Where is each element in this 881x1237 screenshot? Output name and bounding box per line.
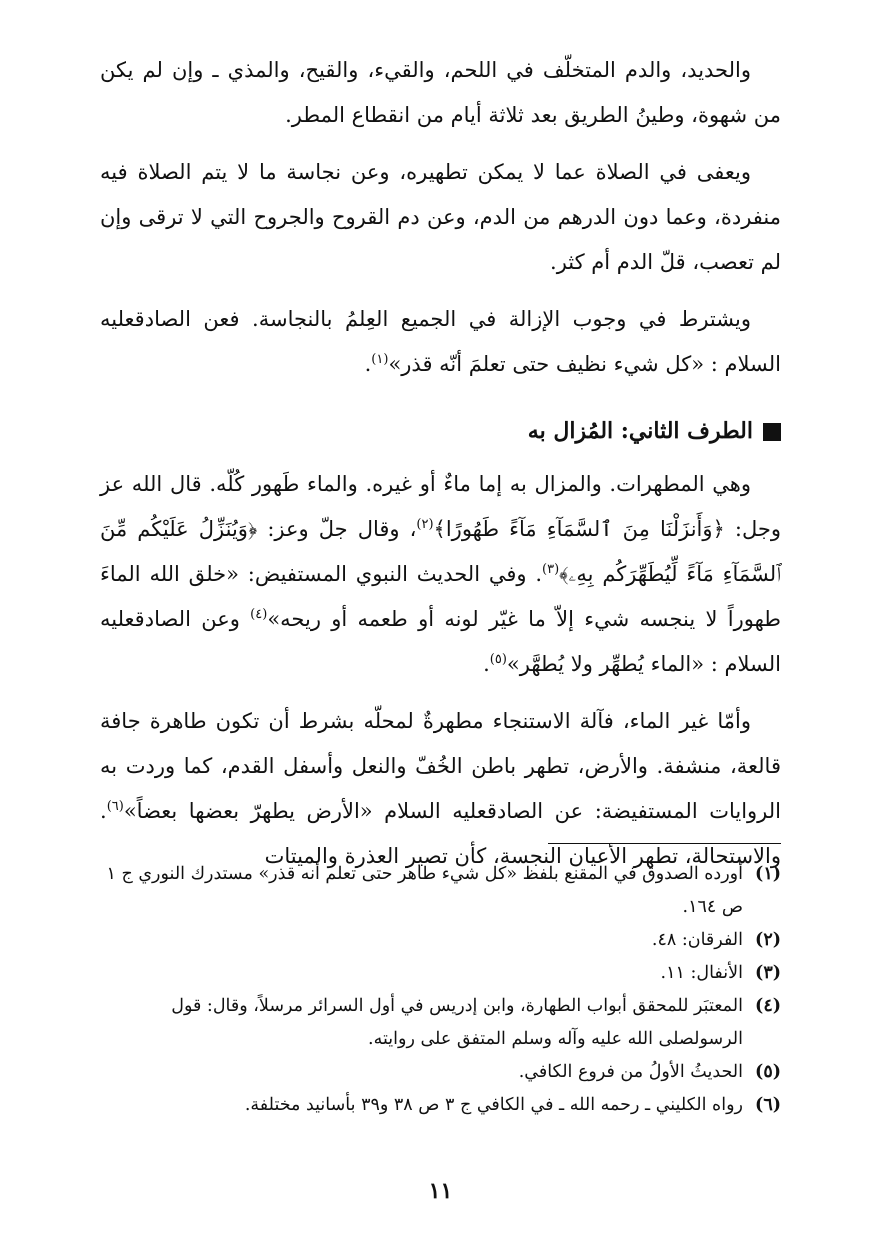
square-bullet-icon — [763, 423, 781, 441]
footnote-ref[interactable]: (٥) — [489, 652, 507, 667]
footnote-text: الحديثُ الأولُ من فروع الكافي. — [518, 1062, 743, 1082]
footnote-item — [100, 858, 781, 924]
footnote-ref[interactable]: (٦) — [106, 799, 124, 814]
section-heading — [100, 409, 781, 454]
footnote-number: (٣) — [755, 963, 781, 983]
footnote-item — [100, 924, 781, 957]
footnote-divider — [548, 843, 781, 844]
footnote-text: الأنفال: ١١. — [660, 963, 743, 983]
footnote-ref[interactable]: (١) — [371, 352, 389, 367]
body-text — [100, 48, 781, 891]
footnote-number: (١) — [755, 864, 781, 884]
footnote-text: رواه الكليني ـ رحمه الله ـ في الكافي ج ٣ ص ٣٨ و٣٩ بأسانيد مختلفة. — [244, 1095, 743, 1115]
page-number: ١١ — [428, 1178, 453, 1204]
footnote-number: (٥) — [755, 1062, 781, 1082]
footnotes — [100, 858, 781, 1122]
footnote-text: المعتبَر للمحقق أبواب الطهارة، وابن إدريس في أول السرائر مرسلاً، وقال: قول الرسولصلى الله عليه وآله وسلم المتفق على روايته. — [171, 996, 743, 1049]
footnote-item — [100, 957, 781, 990]
footnote-number: (٤) — [755, 996, 781, 1016]
footnote-item — [100, 1089, 781, 1122]
paragraph-4: وهي المطهرات. والمزال به إما ماءٌ أو غيره. والماء طَهور كُلّه. قال الله عز وجل: ﴿وَأَنزَلْنَا مِنَ ٱلسَّمَآءِ مَآءً طَهُورًا﴾$^{(٢)}$، وقال جلّ وعز: ﴿وَيُنَزِّلُ عَلَيْكُم مِّنَ ٱلسَّمَآءِ مَآءً لِّيُطَهِّرَكُم بِهِۦ﴾$^{(٣)}$. وفي الحديث النبوي المستفيض: «خلق الله الماءَ طهوراً لا ينجسه شيء إلاّ ما غيّر لونه أو طعمه أو ريحه»$^{(٤)}$ وعن الصادقعليه السلام : «الماء يُطهِّر ولا يُطهَّر»$^{(٥)}$. — [100, 472, 782, 676]
footnote-number: (٢) — [755, 930, 781, 950]
footnote-ref[interactable]: (٣) — [542, 562, 560, 577]
footnote-ref[interactable]: (٤) — [250, 607, 268, 622]
footnote-number: (٦) — [755, 1095, 781, 1115]
footnote-ref[interactable]: (٢) — [416, 517, 434, 532]
paragraph-5: وأمّا غير الماء، فآلة الاستنجاء مطهرةٌ لمحلّه بشرط أن تكون طاهرة جافة قالعة، منشفة. والأرض، تطهر باطن الخُفّ والنعل وأسفل القدم، كما وردت به الروايات المستفيضة: عن الصادقعليه السلام «الأرض يطهرّ بعضها بعضاً»$^{(٦)}$. والاستحالة، تطهر الأعيان النجسة، كأن تصير العذرة والميتات — [100, 709, 781, 868]
footnote-item — [100, 990, 781, 1056]
footnote-text: الفرقان: ٤٨. — [651, 930, 743, 950]
footnote-text: أورده الصدوق في المقنع بلفظ «كل شيء طاهر حتى تعلم أنه قذر» مستدرك النوري ج ١ ص ١٦٤. — [106, 864, 743, 917]
paragraph-1: والحديد، والدم المتخلّف في اللحم، والقيء، والقيح، والمذي ـ وإن لم يكن من شهوة، وطينُ الطريق بعد ثلاثة أيام من انقطاع المطر. — [100, 58, 781, 127]
footnote-item — [100, 1056, 781, 1089]
paragraph-3: ويشترط في وجوب الإزالة في الجميع العِلمُ بالنجاسة. فعن الصادقعليه السلام : «كل شيء نظيف حتى تعلمَ أنّه قذر»$^{(١)}$. — [100, 307, 781, 376]
section-heading-text: الطرف الثاني: المُزال به — [527, 418, 753, 444]
paragraph-2: ويعفى في الصلاة عما لا يمكن تطهيره، وعن نجاسة ما لا يتم الصلاة فيه منفردة، وعما دون الدرهم من الدم، وعن دم القروح والجروح التي لا ترقى وإن لم تعصب، قلّ الدم أم كثر. — [100, 160, 781, 274]
